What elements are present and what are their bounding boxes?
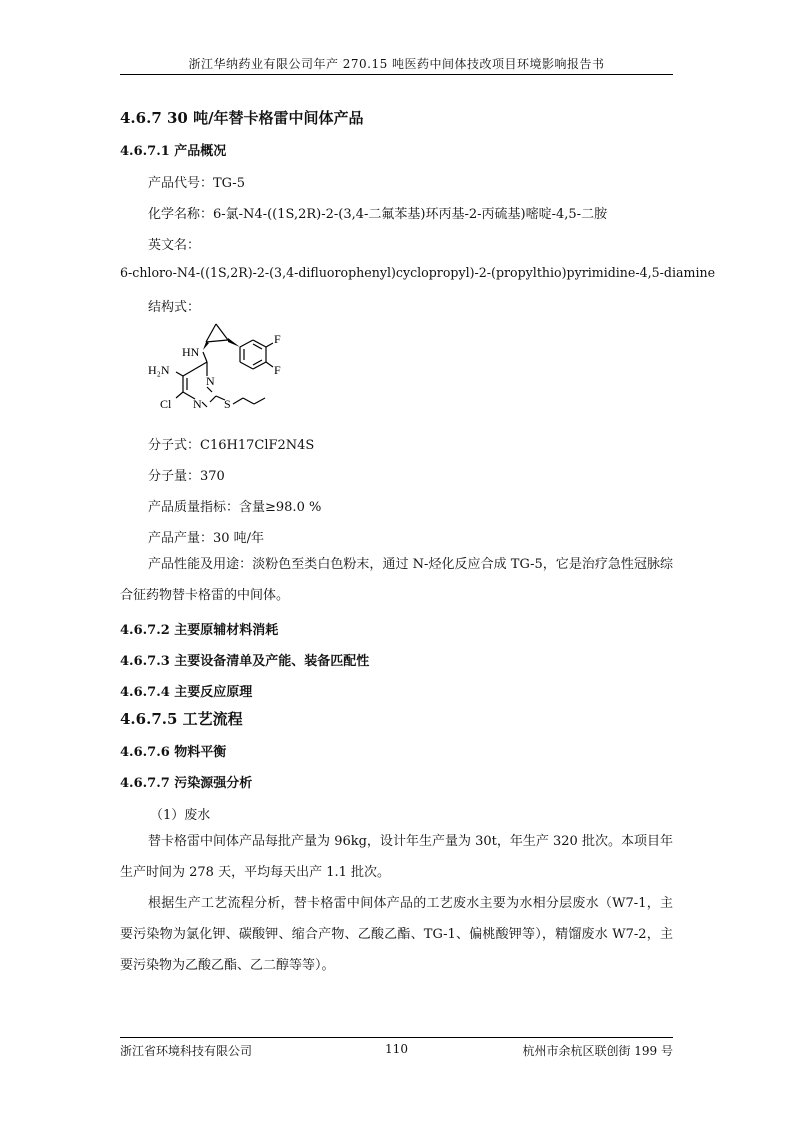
english-name: 6-chloro-N4-((1S,2R)-2-(3,4-difluorophenyl)cyclopropyl)-2-(propylthio)pyrimidine-4,5-diamine [120, 265, 716, 280]
chemical-name: 化学名称：6-氯-N4-((1S,2R)-2-(3,4-二氟苯基)环丙基-2-丙硫基)嘧啶-4,5-二胺 [148, 207, 608, 222]
ring-n1-label: N [206, 374, 215, 388]
heading-process-flow: 4.6.7.5 工艺流程 [120, 710, 243, 728]
nh2-label: H₂N [148, 363, 170, 377]
footer-address: 杭州市余杭区联创街 199 号 [522, 1044, 673, 1058]
s-label: S [224, 397, 231, 411]
heading-material-balance: 4.6.7.6 物料平衡 [120, 745, 227, 760]
section-title: 4.6.7 30 吨/年替卡格雷中间体产品 [120, 109, 364, 127]
structural-formula [140, 312, 310, 422]
heading-raw-materials: 4.6.7.2 主要原辅材料消耗 [120, 623, 279, 638]
cl-label: Cl [160, 397, 172, 411]
wastewater-paragraph: 根据生产工艺流程分析，替卡格雷中间体产品的工艺废水主要为水相分层废水（W7-1，主要污染物为氯化钾、碳酸钾、缩合产物、乙酸乙酯、TG-1、偏桃酸钾等），精馏废水 W7-2，主要污染物为乙酸乙酯、乙二醇等等）。 [120, 896, 673, 973]
nh-label: HN [182, 345, 200, 359]
heading-reaction: 4.6.7.4 主要反应原理 [120, 685, 253, 700]
annual-output: 产品产量：30 吨/年 [148, 531, 265, 546]
f2-label: F [274, 363, 281, 377]
footer-divider [120, 1037, 673, 1038]
quality-spec: 产品质量指标：含量≥98.0 % [148, 500, 322, 515]
ring-n2-label: N [193, 397, 202, 411]
usage-paragraph: 产品性能及用途：淡粉色至类白色粉末，通过 N-烃化反应合成 TG-5，它是治疗急性冠脉综合征药物替卡格雷的中间体。 [120, 557, 673, 603]
english-name-label: 英文名： [148, 238, 201, 253]
product-code: 产品代号：TG-5 [148, 176, 245, 191]
heading-equipment: 4.6.7.3 主要设备清单及产能、装备匹配性 [120, 654, 370, 669]
molecular-formula: 分子式：C16H17ClF2N4S [148, 438, 315, 453]
header-divider [120, 74, 673, 75]
footer-company: 浙江省环境科技有限公司 [120, 1044, 253, 1058]
page-header: 浙江华纳药业有限公司年产 270.15 吨医药中间体技改项目环境影响报告书 [188, 57, 605, 71]
f1-label: F [274, 332, 281, 346]
heading-pollution: 4.6.7.7 污染源强分析 [120, 776, 253, 791]
structure-label: 结构式： [148, 300, 201, 315]
overview-heading: 4.6.7.1 产品概况 [120, 144, 227, 159]
wastewater-label: （1）废水 [150, 808, 211, 823]
page-number: 110 [385, 1042, 408, 1056]
molecular-weight: 分子量：370 [148, 469, 225, 484]
batch-paragraph: 替卡格雷中间体产品每批产量为 96kg，设计年生产量为 30t，年生产 320 批次。本项目年生产时间为 278 天，平均每天出产 1.1 批次。 [120, 834, 673, 880]
